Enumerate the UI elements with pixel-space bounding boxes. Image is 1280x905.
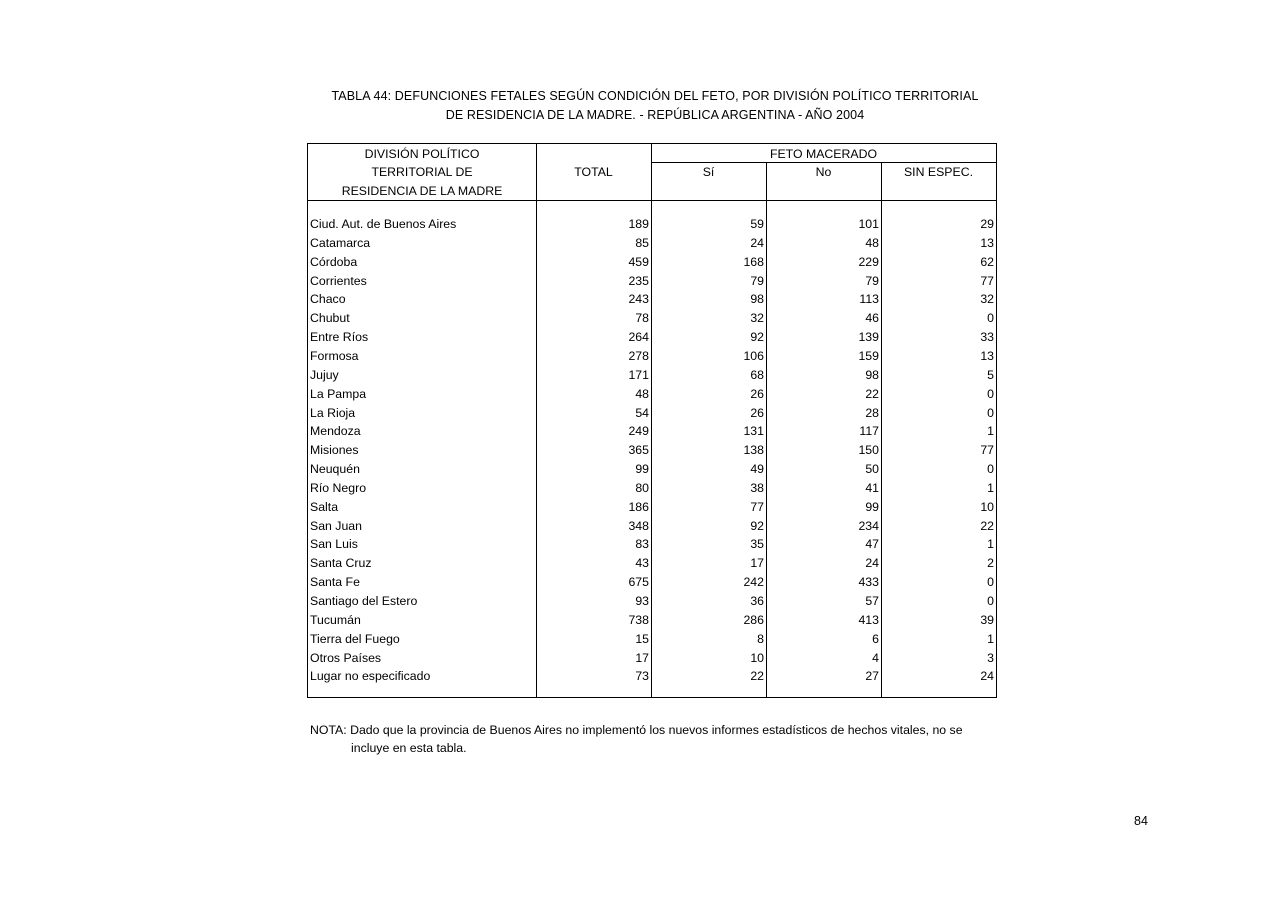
cell-total: 78 <box>635 311 649 326</box>
cell-sin-espec: 1 <box>987 631 994 646</box>
cell-total: 15 <box>635 631 649 646</box>
statistics-table <box>307 143 997 698</box>
cell-sin-espec: 1 <box>987 480 994 495</box>
table-row <box>308 309 996 328</box>
header-feto-macerado: FETO MACERADO <box>769 147 878 161</box>
cell-no: 229 <box>858 254 879 269</box>
cell-sin-espec: 3 <box>987 650 994 665</box>
cell-sin-espec: 32 <box>980 292 994 307</box>
header-sin-espec: SIN ESPEC. <box>903 165 974 179</box>
cell-si: 79 <box>750 273 764 288</box>
row-division-name: Entre Ríos <box>310 330 369 345</box>
cell-si: 38 <box>750 480 764 495</box>
cell-sin-espec: 39 <box>980 612 994 627</box>
table-row <box>308 272 996 291</box>
page-number: 84 <box>1134 814 1148 828</box>
cell-sin-espec: 0 <box>987 575 994 590</box>
header-bottom-divider <box>308 200 996 201</box>
cell-no: 413 <box>858 612 879 627</box>
cell-no: 47 <box>865 537 879 552</box>
table-row <box>308 630 996 649</box>
row-division-name: Jujuy <box>310 367 339 382</box>
cell-total: 459 <box>628 254 649 269</box>
cell-no: 234 <box>858 518 879 533</box>
cell-no: 27 <box>865 669 879 684</box>
cell-no: 101 <box>858 217 879 231</box>
cell-si: 22 <box>750 669 764 684</box>
cell-no: 99 <box>865 499 879 514</box>
cell-no: 22 <box>865 386 879 401</box>
cell-total: 73 <box>635 669 649 684</box>
table-row <box>308 498 996 517</box>
cell-si: 68 <box>750 367 764 382</box>
cell-no: 150 <box>858 443 879 458</box>
cell-si: 10 <box>750 650 764 665</box>
row-division-name: Misiones <box>310 443 359 458</box>
cell-sin-espec: 5 <box>987 367 994 382</box>
cell-sin-espec: 10 <box>980 499 994 514</box>
row-division-name: La Pampa <box>310 386 367 401</box>
table-row <box>308 554 996 573</box>
table-row <box>308 290 996 309</box>
cell-total: 43 <box>635 556 649 571</box>
cell-sin-espec: 0 <box>987 594 994 608</box>
cell-total: 249 <box>628 424 649 439</box>
cell-total: 171 <box>628 367 649 382</box>
row-division-name: Mendoza <box>310 424 361 439</box>
cell-total: 348 <box>628 518 649 533</box>
cell-si: 59 <box>750 217 764 231</box>
row-division-name: Tierra del Fuego <box>310 631 400 646</box>
cell-si: 32 <box>750 311 764 326</box>
cell-total: 675 <box>628 575 649 590</box>
cell-si: 26 <box>750 386 764 401</box>
cell-total: 93 <box>635 594 649 608</box>
cell-no: 4 <box>872 650 879 665</box>
cell-no: 50 <box>865 462 879 477</box>
cell-sin-espec: 29 <box>980 217 994 231</box>
cell-total: 80 <box>635 480 649 495</box>
cell-si: 8 <box>757 631 764 646</box>
cell-total: 189 <box>628 217 649 231</box>
cell-si: 92 <box>750 518 764 533</box>
table-title-line-1: TABLA 44: DEFUNCIONES FETALES SEGÚN CONDICIÓN DEL FETO, POR DIVISIÓN POLÍTICO TERRITORIAL <box>331 89 979 103</box>
row-division-name: Santa Fe <box>310 575 360 590</box>
table-row <box>308 592 996 611</box>
row-division-name: Tucumán <box>310 612 361 627</box>
cell-si: 77 <box>750 499 764 514</box>
cell-no: 117 <box>859 424 879 439</box>
cell-sin-espec: 0 <box>987 386 994 401</box>
header-division-line-1: DIVISIÓN POLÍTICO <box>364 147 480 161</box>
cell-si: 36 <box>750 594 764 608</box>
cell-si: 168 <box>743 254 764 269</box>
cell-total: 738 <box>628 612 649 627</box>
table-row <box>308 385 996 404</box>
cell-total: 85 <box>635 235 649 250</box>
cell-sin-espec: 2 <box>987 556 994 571</box>
cell-no: 139 <box>858 330 879 345</box>
cell-total: 264 <box>628 330 649 345</box>
row-division-name: San Juan <box>310 518 362 533</box>
cell-si: 24 <box>750 235 764 250</box>
header-si: Sí <box>702 165 715 179</box>
table-row <box>308 328 996 347</box>
table-row <box>308 253 996 272</box>
cell-no: 79 <box>865 273 879 288</box>
table-title-line-2: DE RESIDENCIA DE LA MADRE. - REPÚBLICA ARGENTINA - AÑO 2004 <box>445 108 865 122</box>
cell-si: 106 <box>743 348 764 363</box>
row-division-name: Neuquén <box>310 462 360 477</box>
row-division-name: Chubut <box>310 311 350 326</box>
table-row <box>308 517 996 536</box>
row-division-name: Santiago del Estero <box>310 594 418 608</box>
row-division-name: Río Negro <box>310 480 367 495</box>
row-division-name: Formosa <box>310 348 359 363</box>
table-row <box>308 366 996 385</box>
cell-sin-espec: 13 <box>980 235 994 250</box>
cell-si: 35 <box>750 537 764 552</box>
table-row <box>308 234 996 253</box>
table-row <box>308 611 996 630</box>
footnote-line-1: NOTA: Dado que la provincia de Buenos Aires no implementó los nuevos informes estadísticos de hechos vitales, no se <box>310 723 963 737</box>
table-row <box>308 460 996 479</box>
cell-sin-espec: 13 <box>980 348 994 363</box>
cell-total: 54 <box>635 405 649 420</box>
row-division-name: Corrientes <box>310 273 367 288</box>
row-division-name: La Rioja <box>310 405 356 420</box>
cell-sin-espec: 77 <box>980 443 994 458</box>
footnote <box>310 721 1010 757</box>
cell-total: 186 <box>628 499 649 514</box>
cell-total: 235 <box>628 273 649 288</box>
table-row <box>308 404 996 423</box>
cell-si: 49 <box>750 462 764 477</box>
row-division-name: Córdoba <box>310 254 358 269</box>
cell-si: 286 <box>743 612 764 627</box>
cell-total: 278 <box>628 348 649 363</box>
cell-no: 6 <box>872 631 879 646</box>
table-row <box>308 441 996 460</box>
cell-total: 365 <box>628 443 649 458</box>
row-division-name: Catamarca <box>310 235 371 250</box>
cell-sin-espec: 22 <box>980 518 994 533</box>
row-division-name: Ciud. Aut. de Buenos Aires <box>310 217 457 231</box>
cell-si: 98 <box>750 292 764 307</box>
cell-si: 138 <box>743 443 764 458</box>
cell-no: 41 <box>865 480 879 495</box>
cell-total: 83 <box>635 537 649 552</box>
cell-sin-espec: 0 <box>987 462 994 477</box>
cell-no: 113 <box>859 292 879 307</box>
cell-total: 243 <box>628 292 649 307</box>
cell-si: 242 <box>743 575 764 590</box>
cell-sin-espec: 33 <box>980 330 994 345</box>
header-division-line-3: RESIDENCIA DE LA MADRE <box>341 184 503 198</box>
row-division-name: Chaco <box>310 292 346 307</box>
cell-total: 99 <box>635 462 649 477</box>
cell-si: 26 <box>750 405 764 420</box>
row-division-name: Otros Países <box>310 650 382 665</box>
cell-no: 46 <box>865 311 879 326</box>
table-row <box>308 573 996 592</box>
group-header-divider <box>651 162 996 163</box>
cell-si: 92 <box>750 330 764 345</box>
table-row <box>308 667 996 686</box>
cell-sin-espec: 1 <box>987 424 994 439</box>
cell-total: 48 <box>635 386 649 401</box>
table-row <box>308 535 996 554</box>
header-total: TOTAL <box>574 165 613 179</box>
header-no: No <box>815 165 832 179</box>
row-division-name: San Luis <box>310 537 358 552</box>
row-division-name: Lugar no especificado <box>310 669 431 684</box>
table-row <box>308 215 996 234</box>
cell-no: 57 <box>865 594 879 608</box>
cell-sin-espec: 1 <box>987 537 994 552</box>
cell-no: 48 <box>865 235 879 250</box>
cell-no: 159 <box>858 348 879 363</box>
cell-si: 131 <box>743 424 764 439</box>
table-row <box>308 649 996 668</box>
cell-total: 17 <box>635 650 649 665</box>
cell-sin-espec: 62 <box>980 254 994 269</box>
cell-sin-espec: 0 <box>987 405 994 420</box>
table-row <box>308 347 996 366</box>
row-division-name: Salta <box>310 499 339 514</box>
header-division-line-2: TERRITORIAL DE <box>371 165 473 179</box>
cell-sin-espec: 24 <box>980 669 994 684</box>
cell-no: 24 <box>865 556 879 571</box>
cell-no: 98 <box>865 367 879 382</box>
cell-sin-espec: 77 <box>980 273 994 288</box>
table-row <box>308 422 996 441</box>
cell-sin-espec: 0 <box>987 311 994 326</box>
cell-no: 433 <box>858 575 879 590</box>
row-division-name: Santa Cruz <box>310 556 372 571</box>
footnote-line-2: incluye en esta tabla. <box>351 741 467 755</box>
table-row <box>308 479 996 498</box>
cell-si: 17 <box>750 556 764 571</box>
cell-no: 28 <box>865 405 879 420</box>
